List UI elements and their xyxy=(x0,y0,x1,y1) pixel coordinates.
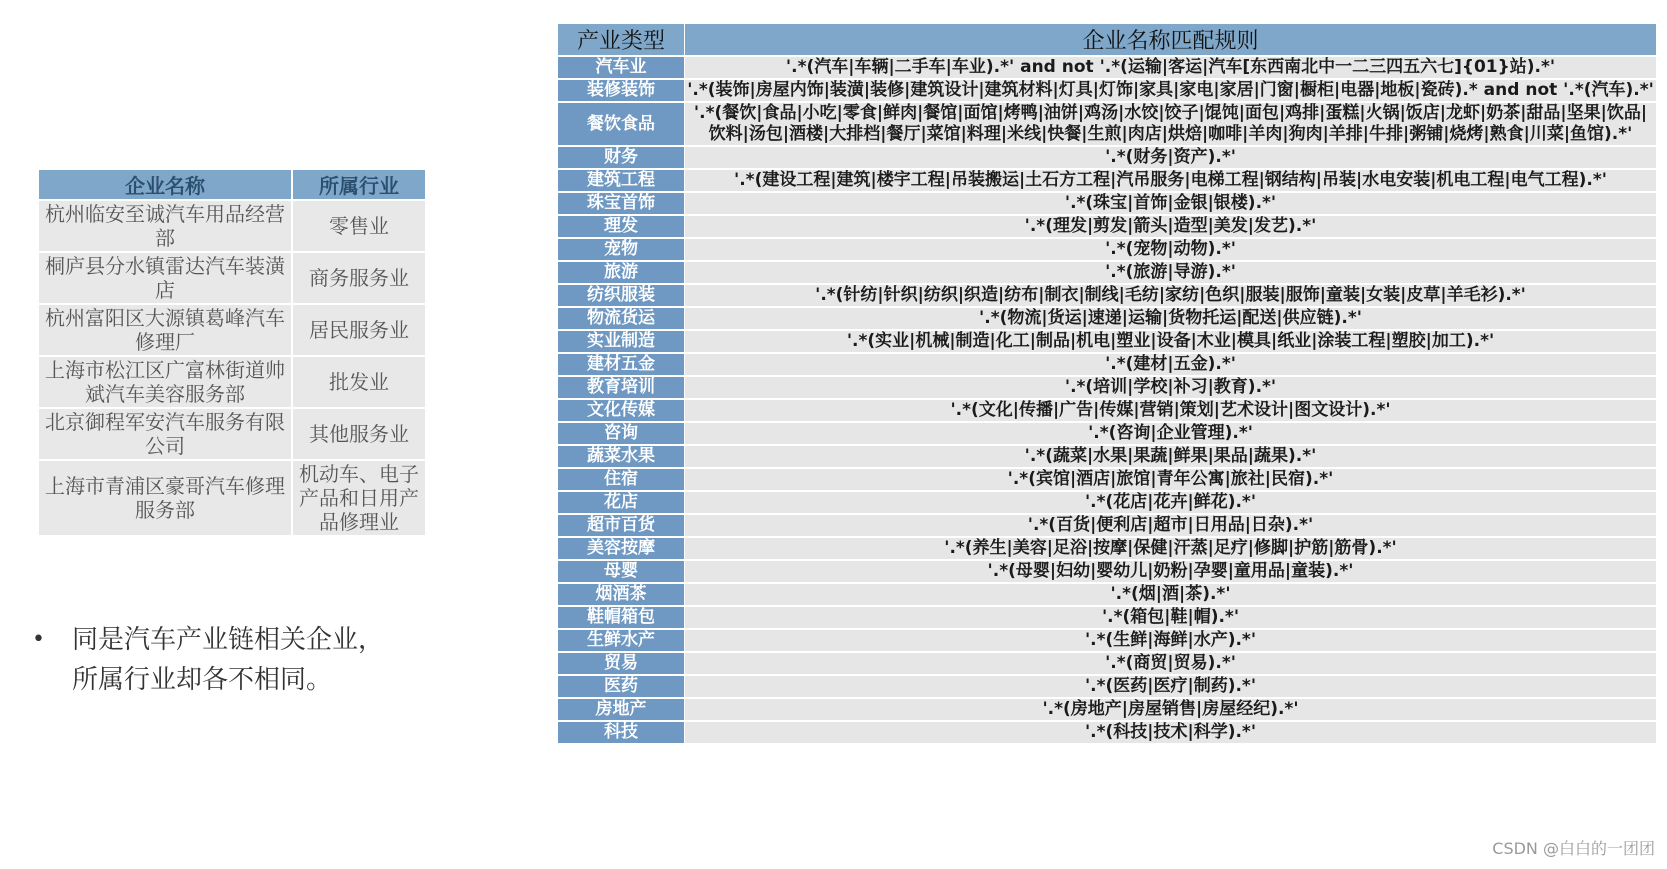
table-row xyxy=(39,357,425,407)
table-row xyxy=(558,308,1656,329)
match-rule-cell: '.*(物流|货运|速递|运输|货物托运|配送|供应链).*' xyxy=(685,308,1656,329)
table-row xyxy=(558,492,1656,513)
match-rule-cell: '.*(珠宝|首饰|金银|银楼).*' xyxy=(685,193,1656,214)
industry-type-cell: 生鲜水产 xyxy=(558,630,684,651)
industry-type-cell: 医药 xyxy=(558,676,684,697)
table-row xyxy=(558,423,1656,444)
industry-type-cell: 房地产 xyxy=(558,699,684,720)
note-line-2: 所属行业却各不相同。 xyxy=(72,665,333,695)
industry-type-cell: 教育培训 xyxy=(558,377,684,398)
match-rule-cell: '.*(实业|机械|制造|化工|制品|机电|塑业|设备|木业|模具|纸业|涂装工程|塑胶|加工).*' xyxy=(685,331,1656,352)
table-row xyxy=(558,469,1656,490)
table-row xyxy=(558,400,1656,421)
industry-type-cell: 鞋帽箱包 xyxy=(558,607,684,628)
company-name-cell: 杭州临安至诚汽车用品经营部 xyxy=(39,201,291,251)
match-rule-cell: '.*(理发|剪发|箭头|造型|美发|发艺).*' xyxy=(685,216,1656,237)
table-row xyxy=(39,201,425,251)
table-row xyxy=(39,253,425,303)
industry-type-cell: 文化传媒 xyxy=(558,400,684,421)
table-row xyxy=(558,630,1656,651)
industry-type-cell: 蔬菜水果 xyxy=(558,446,684,467)
match-rule-cell: '.*(装饰|房屋内饰|装潢|装修|建筑设计|建筑材料|灯具|灯饰|家具|家电|家居|门窗|橱柜|电器|地板|瓷砖).* and not '.*(汽车).*' xyxy=(685,80,1656,101)
match-rule-cell: '.*(养生|美容|足浴|按摩|保健|汗蒸|足疗|修脚|护筋|筋骨).*' xyxy=(685,538,1656,559)
industry-type-cell: 住宿 xyxy=(558,469,684,490)
company-industry-table xyxy=(37,168,427,537)
industry-type-cell: 理发 xyxy=(558,216,684,237)
table-row xyxy=(558,285,1656,306)
header-company-name: 企业名称 xyxy=(39,170,291,199)
industry-type-cell: 贸易 xyxy=(558,653,684,674)
industry-type-cell: 科技 xyxy=(558,722,684,743)
company-name-cell: 北京御程军安汽车服务有限公司 xyxy=(39,409,291,459)
table-row xyxy=(558,216,1656,237)
table-row xyxy=(558,80,1656,101)
table-row xyxy=(558,676,1656,697)
industry-type-cell: 物流货运 xyxy=(558,308,684,329)
match-rule-cell: '.*(培训|学校|补习|教育).*' xyxy=(685,377,1656,398)
table-row xyxy=(558,446,1656,467)
match-rule-cell: '.*(房地产|房屋销售|房屋经纪).*' xyxy=(685,699,1656,720)
rule-table-body xyxy=(558,57,1656,743)
match-rule-cell: '.*(科技|技术|科学).*' xyxy=(685,722,1656,743)
table-row xyxy=(558,103,1656,145)
industry-cell: 零售业 xyxy=(293,201,425,251)
match-rule-cell: '.*(母婴|妇幼|婴幼儿|奶粉|孕婴|童用品|童装).*' xyxy=(685,561,1656,582)
table-row xyxy=(558,561,1656,582)
match-rule-cell: '.*(蔬菜|水果|果蔬|鲜果|果品|蔬果).*' xyxy=(685,446,1656,467)
industry-type-cell: 咨询 xyxy=(558,423,684,444)
industry-cell: 批发业 xyxy=(293,357,425,407)
industry-type-cell: 餐饮食品 xyxy=(558,103,684,145)
match-rule-cell: '.*(生鲜|海鲜|水产).*' xyxy=(685,630,1656,651)
match-rule-cell: '.*(旅游|导游).*' xyxy=(685,262,1656,283)
table-row xyxy=(39,461,425,535)
table-header-row xyxy=(558,24,1656,55)
industry-type-cell: 装修装饰 xyxy=(558,80,684,101)
table-header-row xyxy=(39,170,425,199)
industry-type-cell: 财务 xyxy=(558,147,684,168)
table-row xyxy=(39,305,425,355)
industry-type-cell: 实业制造 xyxy=(558,331,684,352)
watermark: CSDN @白白的一团团 xyxy=(1492,839,1655,858)
match-rule-cell: '.*(花店|花卉|鲜花).*' xyxy=(685,492,1656,513)
match-rule-cell: '.*(针纺|针织|纺织|织造|纺布|制衣|制线|毛纺|家纺|色织|服装|服饰|童装|女装|皮草|羊毛衫).*' xyxy=(685,285,1656,306)
table-row xyxy=(558,170,1656,191)
company-name-cell: 杭州富阳区大源镇葛峰汽车修理厂 xyxy=(39,305,291,355)
match-rule-cell: '.*(烟|酒|茶).*' xyxy=(685,584,1656,605)
table-row xyxy=(39,409,425,459)
table-row xyxy=(558,722,1656,743)
match-rule-cell: '.*(咨询|企业管理).*' xyxy=(685,423,1656,444)
industry-cell: 居民服务业 xyxy=(293,305,425,355)
industry-type-cell: 超市百货 xyxy=(558,515,684,536)
header-industry: 所属行业 xyxy=(293,170,425,199)
company-name-cell: 上海市松江区广富林街道帅斌汽车美容服务部 xyxy=(39,357,291,407)
match-rule-cell: '.*(箱包|鞋|帽).*' xyxy=(685,607,1656,628)
match-rule-cell: '.*(财务|资产).*' xyxy=(685,147,1656,168)
match-rule-cell: '.*(建设工程|建筑|楼宇工程|吊装搬运|土石方工程|汽吊服务|电梯工程|钢结构|吊装|水电安装|机电工程|电气工程).*' xyxy=(685,170,1656,191)
match-rule-cell: '.*(宠物|动物).*' xyxy=(685,239,1656,260)
match-rule-cell: '.*(文化|传播|广告|传媒|营销|策划|艺术设计|图文设计).*' xyxy=(685,400,1656,421)
match-rule-cell: '.*(建材|五金).*' xyxy=(685,354,1656,375)
company-table-body xyxy=(39,201,425,535)
industry-type-cell: 珠宝首饰 xyxy=(558,193,684,214)
industry-type-cell: 建筑工程 xyxy=(558,170,684,191)
note-line-1: 同是汽车产业链相关企业， xyxy=(72,625,385,655)
header-industry-type: 产业类型 xyxy=(558,24,684,55)
industry-type-cell: 宠物 xyxy=(558,239,684,260)
bullet-note xyxy=(28,620,468,700)
match-rule-cell: '.*(医药|医疗|制药).*' xyxy=(685,676,1656,697)
table-row xyxy=(558,377,1656,398)
table-row xyxy=(558,147,1656,168)
table-row xyxy=(558,331,1656,352)
match-rule-cell: '.*(百货|便利店|超市|日用品|日杂).*' xyxy=(685,515,1656,536)
bullet-icon: • xyxy=(32,627,45,652)
table-row xyxy=(558,354,1656,375)
company-name-cell: 桐庐县分水镇雷达汽车装潢店 xyxy=(39,253,291,303)
industry-cell: 商务服务业 xyxy=(293,253,425,303)
industry-cell: 其他服务业 xyxy=(293,409,425,459)
table-row xyxy=(558,584,1656,605)
industry-type-cell: 烟酒茶 xyxy=(558,584,684,605)
table-row xyxy=(558,653,1656,674)
table-row xyxy=(558,57,1656,78)
table-row xyxy=(558,193,1656,214)
match-rule-cell: '.*(宾馆|酒店|旅馆|青年公寓|旅社|民宿).*' xyxy=(685,469,1656,490)
table-row xyxy=(558,239,1656,260)
header-match-rule: 企业名称匹配规则 xyxy=(685,24,1656,55)
industry-type-cell: 旅游 xyxy=(558,262,684,283)
table-row xyxy=(558,262,1656,283)
industry-type-cell: 花店 xyxy=(558,492,684,513)
table-row xyxy=(558,699,1656,720)
company-name-cell: 上海市青浦区豪哥汽车修理服务部 xyxy=(39,461,291,535)
industry-cell: 机动车、电子产品和日用产品修理业 xyxy=(293,461,425,535)
match-rule-cell: '.*(汽车|车辆|二手车|车业).*' and not '.*(运输|客运|汽车[东西南北中一二三四五六七]{01}站).*' xyxy=(685,57,1656,78)
table-row xyxy=(558,607,1656,628)
industry-type-cell: 美容按摩 xyxy=(558,538,684,559)
industry-type-cell: 母婴 xyxy=(558,561,684,582)
match-rule-cell: '.*(商贸|贸易).*' xyxy=(685,653,1656,674)
table-row xyxy=(558,515,1656,536)
table-row xyxy=(558,538,1656,559)
industry-type-cell: 建材五金 xyxy=(558,354,684,375)
industry-type-cell: 纺织服装 xyxy=(558,285,684,306)
match-rule-cell: '.*(餐饮|食品|小吃|零食|鲜肉|餐馆|面馆|烤鸭|油饼|鸡汤|水饺|饺子|馄饨|面包|鸡排|蛋糕|火锅|饭店|龙虾|奶茶|甜品|坚果|饮品|饮料|汤包|酒楼|大排档|餐厅|菜馆|料理|米线|快餐|生煎|肉店|烘焙|咖啡|羊肉|狗肉|羊排|牛排|粥铺|烧烤|熟食|川菜|鱼馆).*' xyxy=(685,103,1656,145)
industry-type-cell: 汽车业 xyxy=(558,57,684,78)
industry-rule-table xyxy=(557,22,1657,745)
